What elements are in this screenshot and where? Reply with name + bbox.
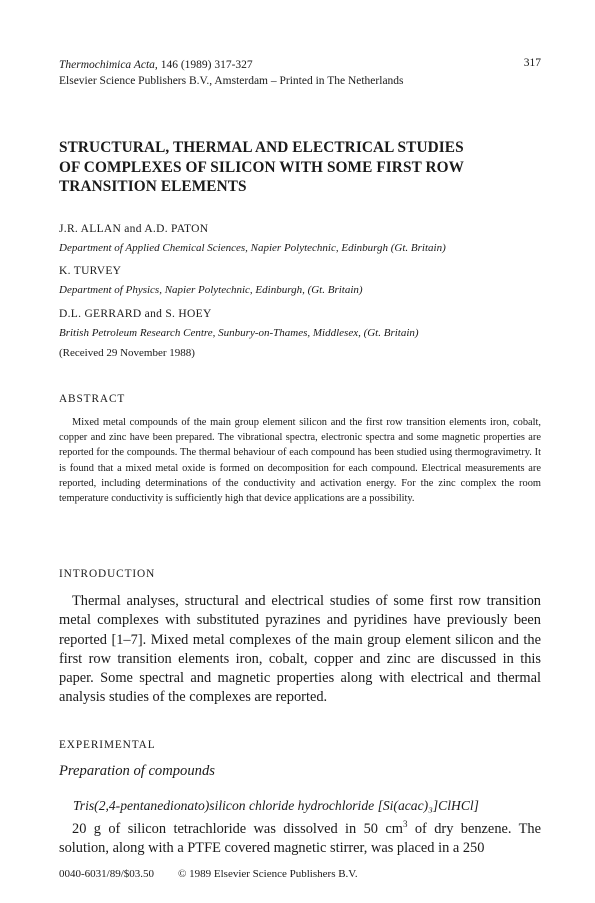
title-line: STRUCTURAL, THERMAL AND ELECTRICAL STUDIES <box>59 139 464 156</box>
unit-superscript: 3 <box>402 819 408 829</box>
footer <box>59 867 541 881</box>
title-line: OF COMPLEXES OF SILICON WITH SOME FIRST ROW <box>59 158 465 176</box>
issn-code: 0040-6031/89/$03.50 <box>59 868 155 880</box>
journal-name: Thermochimica Acta, <box>59 59 158 71</box>
abstract-text: Mixed metal compounds of the main group element silicon and the first row transition elements iron, cobalt, copper and zinc have been prepared. The vibrational spectra, electronic spectra and some magnetic properties are reported for the compounds. The thermal behaviour of each compound has been studied using thermogravimetry. It is found that a mixed metal oxide is formed on decomposition for each compound. Electrical measurements are reported, including determinations of the conductivity and activation energy. For the zinc complex the room temperature conductivity is sufficiently high that device applications are a possibility. <box>59 417 541 505</box>
title-line: TRANSITION ELEMENTS <box>59 178 247 195</box>
introduction-text: Thermal analyses, structural and electrical studies of some first row transition metal complexes with substituted pyrazines and pyridines have previously been reported [1–7]. Mixed metal complexes of the main group element silicon and the first row transition elements iron, cobalt, copper and zinc are discussed in this paper. Some spectral and magnetic properties along with electrical and thermal analysis studies of the complexes are reported. <box>59 593 541 706</box>
journal-page <box>59 0 541 903</box>
author-names: J.R. ALLAN and A.D. PATON <box>59 223 209 235</box>
compound-title: Tris(2,4-pentanedionato)silicon chloride hydrochloride [Si(acac)₃]ClHCl] <box>73 798 479 813</box>
experimental-text-start: 20 g of silicon tetrachloride was dissolved in 50 cm <box>72 820 403 837</box>
experimental-text-end: of dry benzene. The solution, along with a PTFE covered magnetic stirrer, was placed in a 250 <box>59 820 541 857</box>
copyright-notice: © 1989 Elsevier Science Publishers B.V. <box>178 868 358 880</box>
received-date: (Received 29 November 1988) <box>59 347 195 359</box>
experimental-heading: EXPERIMENTAL <box>59 739 156 751</box>
author-affiliation: Department of Applied Chemical Sciences, Napier Polytechnic, Edinburgh (Gt. Britain) <box>59 242 446 254</box>
page-number: 317 <box>523 57 541 69</box>
introduction-heading: INTRODUCTION <box>59 568 156 580</box>
author-affiliation: Department of Physics, Napier Polytechnic, Edinburgh, (Gt. Britain) <box>59 284 363 296</box>
article-title <box>59 138 541 197</box>
author-affiliation: British Petroleum Research Centre, Sunbury-on-Thames, Middlesex, (Gt. Britain) <box>59 327 419 339</box>
publisher-line: Elsevier Science Publishers B.V., Amsterdam – Printed in The Netherlands <box>59 75 404 87</box>
author-names: K. TURVEY <box>59 265 122 277</box>
author-names: D.L. GERRARD and S. HOEY <box>59 308 212 320</box>
subsection-heading: Preparation of compounds <box>59 763 215 779</box>
journal-citation: 146 (1989) 317-327 <box>160 59 253 71</box>
journal-citation-line <box>59 57 541 73</box>
abstract-heading: ABSTRACT <box>59 393 126 405</box>
experimental-text <box>59 815 541 858</box>
